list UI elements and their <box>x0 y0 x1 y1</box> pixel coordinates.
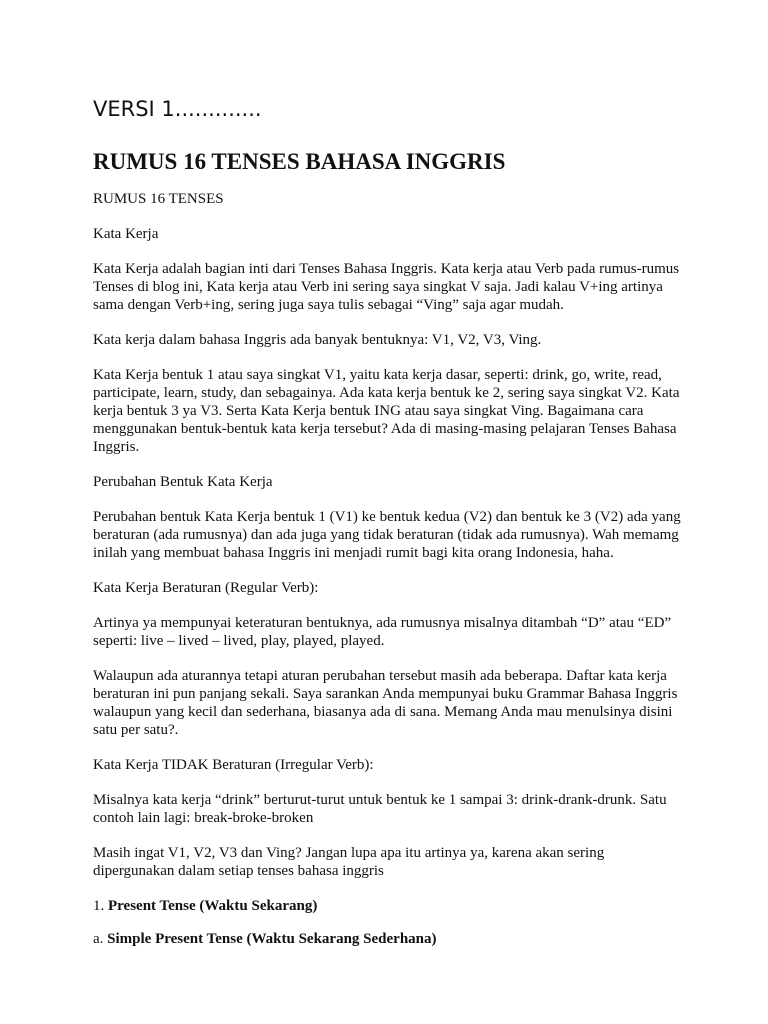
list-item-letter: a. <box>93 931 108 947</box>
paragraph-kata-kerja-intro: Kata Kerja adalah bagian inti dari Tenses Bahasa Inggris. Kata kerja atau Verb pada rumus-rumus Tenses di blog ini, Kata kerja atau Verb ini sering saya singkat V saja. Jadi kalau V+ing artinya sama dengan Verb+ing, sering juga saya tulis sebagai “Ving” saja agar mudah. <box>93 261 680 313</box>
document-title: RUMUS 16 TENSES BAHASA INGGRIS <box>93 149 506 174</box>
paragraph-irregular-verb: Misalnya kata kerja “drink” berturut-turut untuk bentuk ke 1 sampai 3: drink-drank-drunk. Satu contoh lain lagi: break-broke-broken <box>93 792 667 826</box>
section-heading-kata-kerja: Kata Kerja <box>93 226 159 242</box>
subtitle: RUMUS 16 TENSES <box>93 191 224 207</box>
paragraph-regular-verb: Artinya ya mempunyai keteraturan bentuknya, ada rumusnya misalnya ditambah “D” atau “ED” seperti: live – lived – lived, play, played, played. <box>93 615 672 649</box>
list-item-simple-present <box>93 930 683 948</box>
list-item-title: Present Tense (Waktu Sekarang) <box>108 898 318 914</box>
list-item-title: Simple Present Tense (Waktu Sekarang Sederhana) <box>107 931 437 947</box>
list-item-number: 1. <box>93 898 108 914</box>
paragraph-verb-forms: Kata kerja dalam bahasa Inggris ada banyak bentuknya: V1, V2, V3, Ving. <box>93 332 542 348</box>
document-content <box>93 96 683 948</box>
paragraph-verb-forms-detail: Kata Kerja bentuk 1 atau saya singkat V1, yaitu kata kerja dasar, seperti: drink, go, write, read, participate, learn, study, dan sebagainya. Ada kata kerja bentuk ke 2, sering saya singkat V2. Kata kerja bentuk 3 ya V3. Serta Kata Kerja bentuk ING atau saya singkat Ving. Bagaimana cara menggunakan bentuk-bentuk kata kerja tersebut? Ada di masing-masing pelajaran Tenses Bahasa Inggris. <box>93 367 680 455</box>
paragraph-perubahan: Perubahan bentuk Kata Kerja bentuk 1 (V1) ke bentuk kedua (V2) dan bentuk ke 3 (V2) ada yang beraturan (ada rumusnya) dan ada juga yang tidak beraturan (tidak ada rumusnya). Wah memamg inilah yang membuat bahasa Inggris ini menjadi rumit bagi kita orang Indonesia, haha. <box>93 509 681 561</box>
section-heading-regular-verb: Kata Kerja Beraturan (Regular Verb): <box>93 580 319 596</box>
version-heading: VERSI 1............. <box>93 97 262 121</box>
list-item-present-tense <box>93 897 683 915</box>
section-heading-irregular-verb: Kata Kerja TIDAK Beraturan (Irregular Verb): <box>93 757 374 773</box>
paragraph-reminder: Masih ingat V1, V2, V3 dan Ving? Jangan lupa apa itu artinya ya, karena akan sering dipergunakan dalam setiap tenses bahasa inggris <box>93 845 605 879</box>
section-heading-perubahan: Perubahan Bentuk Kata Kerja <box>93 474 273 490</box>
paragraph-regular-verb-list: Walaupun ada aturannya tetapi aturan perubahan tersebut masih ada beberapa. Daftar kata kerja beraturan ini pun panjang sekali. Saya sarankan Anda mempunyai buku Grammar Bahasa Inggris walaupun yang kecil dan sederhana, biasanya ada di sana. Memang Anda mau menulsinya disini satu per satu?. <box>93 668 678 738</box>
